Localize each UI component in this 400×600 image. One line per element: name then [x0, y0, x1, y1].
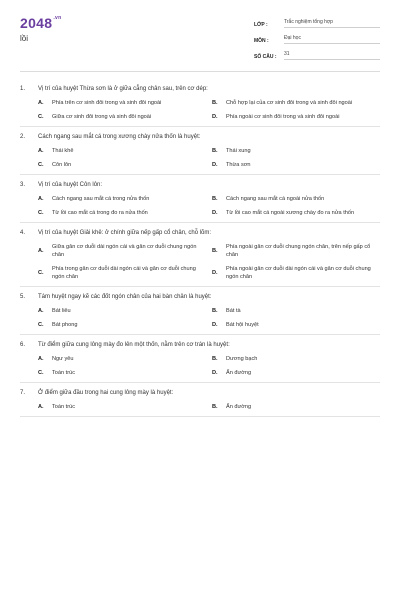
- answer-option[interactable]: [38, 113, 206, 121]
- option-text: Phía trên cơ sinh đôi trong và sinh đôi ngoài: [52, 100, 162, 106]
- option-text: Côn lôn: [52, 162, 72, 168]
- option-letter: A.: [38, 356, 44, 362]
- quiz-subject: lồi: [20, 34, 29, 43]
- option-letter: B.: [212, 248, 218, 254]
- option-letter: D.: [212, 370, 218, 376]
- answer-option[interactable]: [212, 321, 380, 329]
- answer-option[interactable]: [38, 99, 206, 107]
- option-text: Bát hội huyệt: [226, 322, 259, 328]
- question-number: 7.: [20, 390, 26, 396]
- answer-option[interactable]: [38, 195, 206, 203]
- meta-key: SỐ CÂU :: [254, 54, 277, 60]
- answer-option[interactable]: [38, 355, 206, 363]
- answer-option[interactable]: [212, 147, 380, 155]
- answer-options: [20, 195, 380, 217]
- question-text: Vị trí của huyệt Thừa sơn là ở giữa cẳng chân sau, trên cơ dép:: [38, 86, 208, 92]
- option-text: Toán trúc: [52, 404, 76, 410]
- answer-option[interactable]: [38, 369, 206, 377]
- question-text: Từ điểm giữa cung lông mày đo lên một thốn, nằm trên cơ trán là huyệt:: [38, 342, 230, 348]
- answer-option[interactable]: [212, 243, 380, 259]
- option-text: Cách ngang sau mắt cá ngoài nửa thốn: [226, 196, 325, 202]
- answer-option[interactable]: [38, 243, 206, 259]
- option-letter: C.: [38, 322, 44, 328]
- option-text: Thái xung: [226, 148, 251, 154]
- answer-options: [20, 99, 380, 121]
- question-block: [20, 383, 380, 417]
- option-text: Thái khê: [52, 148, 74, 154]
- question-block: [20, 223, 380, 287]
- question-stem: [20, 229, 380, 237]
- question-number: 3.: [20, 182, 26, 188]
- option-letter: A.: [38, 100, 44, 106]
- question-block: [20, 287, 380, 335]
- site-logo[interactable]: [20, 15, 61, 31]
- option-letter: D.: [212, 210, 218, 216]
- option-letter: D.: [212, 322, 218, 328]
- logo-text: 2048: [20, 15, 53, 31]
- option-letter: A.: [38, 248, 44, 254]
- answer-option[interactable]: [212, 195, 380, 203]
- question-block: [20, 175, 380, 223]
- meta-key: LỚP :: [254, 22, 268, 28]
- option-text: Bát tà: [226, 308, 241, 314]
- answer-option[interactable]: [38, 307, 206, 315]
- option-letter: C.: [38, 270, 44, 276]
- option-letter: C.: [38, 114, 44, 120]
- option-letter: C.: [38, 370, 44, 376]
- answer-option[interactable]: [212, 403, 380, 411]
- answer-option[interactable]: [212, 265, 380, 281]
- option-letter: B.: [212, 404, 218, 410]
- page-header: [0, 0, 400, 68]
- answer-options: [20, 307, 380, 329]
- option-letter: D.: [212, 270, 218, 276]
- question-number: 2.: [20, 134, 26, 140]
- question-stem: [20, 341, 380, 349]
- option-letter: A.: [38, 308, 44, 314]
- option-text: Phía ngoài cơ sinh đôi trong và sinh đôi ngoài: [226, 114, 340, 120]
- answer-option[interactable]: [38, 403, 206, 411]
- answer-option[interactable]: [212, 369, 380, 377]
- option-text: Từ lồi cao mắt cá trong đo ra nửa thốn: [52, 210, 148, 216]
- question-text: Vị trí của huyệt Côn lôn:: [38, 182, 103, 188]
- option-text: Phía ngoài gân cơ duỗi dài ngón cái và gân cơ duỗi chung ngón chân: [226, 266, 371, 280]
- option-text: Ngư yêu: [52, 356, 74, 362]
- question-stem: [20, 181, 380, 189]
- answer-option[interactable]: [38, 161, 206, 169]
- question-text: Vị trí của huyệt Giải khê: ở chính giữa nếp gấp cổ chân, chỗ lõm:: [38, 230, 212, 236]
- option-letter: C.: [38, 162, 44, 168]
- option-letter: A.: [38, 404, 44, 410]
- meta-row-class: [254, 14, 380, 28]
- meta-key: MÔN :: [254, 38, 269, 44]
- option-text: Ấn đường: [226, 370, 252, 376]
- answer-option[interactable]: [38, 209, 206, 217]
- meta-value: Đại học: [284, 35, 380, 44]
- option-text: Dương bạch: [226, 356, 258, 362]
- quiz-meta: [254, 14, 380, 62]
- option-text: Giữa gân cơ duỗi dài ngón cái và gân cơ duỗi chung ngón chân: [52, 244, 197, 258]
- option-letter: C.: [38, 210, 44, 216]
- option-text: Từ lồi cao mắt cá ngoài xương chày đo ra nửa thốn: [226, 210, 355, 216]
- question-text: Ở điểm giữa đầu trong hai cung lông mày là huyệt:: [38, 390, 174, 396]
- option-letter: B.: [212, 356, 218, 362]
- answer-option[interactable]: [38, 265, 206, 281]
- question-stem: [20, 389, 380, 397]
- option-text: Bát phong: [52, 322, 78, 328]
- answer-options: [20, 355, 380, 377]
- meta-row-subject: [254, 30, 380, 44]
- answer-option[interactable]: [38, 321, 206, 329]
- answer-option[interactable]: [212, 307, 380, 315]
- option-letter: B.: [212, 196, 218, 202]
- option-text: Thừa sơn: [226, 162, 251, 168]
- question-number: 6.: [20, 342, 26, 348]
- answer-options: [20, 147, 380, 169]
- option-letter: A.: [38, 148, 44, 154]
- option-text: Phía trong gân cơ duỗi dài ngón cái và gân cơ duỗi chung ngón chân: [52, 266, 196, 280]
- option-letter: D.: [212, 114, 218, 120]
- option-text: Bát liêu: [52, 308, 71, 314]
- question-stem: [20, 133, 380, 141]
- question-stem: [20, 293, 380, 301]
- question-list: [20, 79, 380, 417]
- option-text: Toán trúc: [52, 370, 76, 376]
- option-letter: B.: [212, 100, 218, 106]
- answer-option[interactable]: [212, 99, 380, 107]
- answer-option[interactable]: [212, 209, 380, 217]
- question-number: 1.: [20, 86, 26, 92]
- option-text: Chỗ hợp lại của cơ sinh đôi trong và sinh đôi ngoài: [226, 100, 353, 106]
- question-block: [20, 335, 380, 383]
- question-text: Tám huyệt ngay kẽ các đốt ngón chân của hai bàn chân là huyệt:: [38, 294, 212, 300]
- question-number: 4.: [20, 230, 26, 236]
- meta-value: 31: [284, 51, 380, 60]
- question-text: Cách ngang sau mắt cá trong xương chày nửa thốn là huyệt:: [38, 134, 201, 140]
- meta-value: Trắc nghiệm tổng hợp: [284, 19, 380, 28]
- answer-option[interactable]: [38, 147, 206, 155]
- question-block: [20, 127, 380, 175]
- answer-option[interactable]: [212, 113, 380, 121]
- option-text: Cách ngang sau mắt cá trong nửa thốn: [52, 196, 150, 202]
- question-stem: [20, 85, 380, 93]
- answer-options: [20, 403, 380, 411]
- option-text: Phía ngoài gân cơ duỗi chung ngón chân, trên nếp gấp cổ chân: [226, 244, 371, 258]
- question-block: [20, 79, 380, 127]
- option-letter: B.: [212, 308, 218, 314]
- option-text: Ấn đường: [226, 404, 252, 410]
- answer-option[interactable]: [212, 355, 380, 363]
- answer-options: [20, 243, 380, 281]
- option-text: Giữa cơ sinh đôi trong và sinh đôi ngoài: [52, 114, 152, 120]
- option-letter: D.: [212, 162, 218, 168]
- answer-option[interactable]: [212, 161, 380, 169]
- logo-tld: .vn: [53, 15, 62, 21]
- option-letter: B.: [212, 148, 218, 154]
- question-number: 5.: [20, 294, 26, 300]
- meta-row-count: [254, 46, 380, 60]
- option-letter: A.: [38, 196, 44, 202]
- header-divider: [20, 71, 380, 72]
